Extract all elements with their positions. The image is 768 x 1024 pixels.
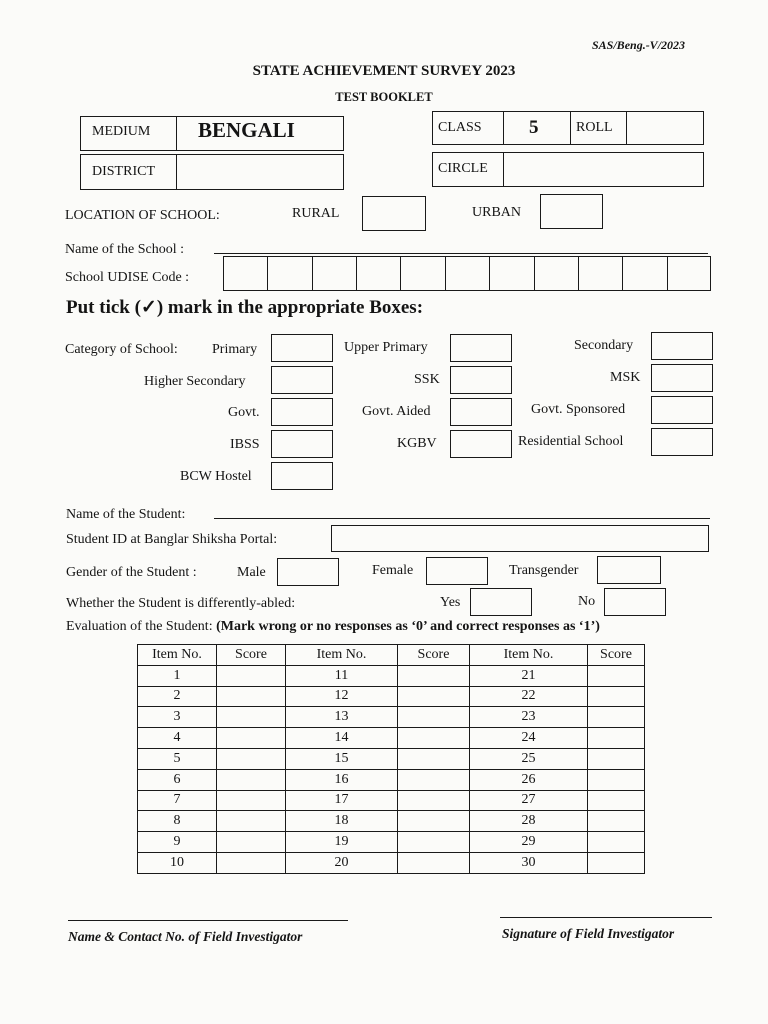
district-label: DISTRICT	[92, 164, 155, 179]
page-title: STATE ACHIEVEMENT SURVEY 2023	[252, 63, 516, 79]
category-label: Category of School:	[65, 342, 178, 357]
school-name-label: Name of the School :	[65, 242, 184, 257]
score-cell[interactable]	[588, 811, 645, 832]
item-number-cell: 3	[138, 707, 217, 728]
score-cell[interactable]	[398, 665, 470, 686]
class-label: CLASS	[438, 120, 482, 135]
ibss-label: IBSS	[230, 437, 260, 452]
yes-checkbox[interactable]	[470, 588, 532, 616]
residential-school-checkbox[interactable]	[651, 428, 713, 456]
udise-digit-divider	[356, 256, 357, 291]
score-cell[interactable]	[398, 728, 470, 749]
transgender-label: Transgender	[509, 563, 579, 578]
score-cell[interactable]	[588, 748, 645, 769]
score-header: Score	[588, 645, 645, 666]
upper-primary-label: Upper Primary	[344, 340, 428, 355]
score-cell[interactable]	[217, 852, 286, 873]
female-label: Female	[372, 563, 414, 578]
score-cell[interactable]	[217, 811, 286, 832]
medium-label: MEDIUM	[92, 124, 151, 139]
investigator-signature-line[interactable]	[500, 917, 712, 918]
investigator-name-line[interactable]	[68, 920, 348, 921]
udise-digit-divider	[400, 256, 401, 291]
student-id-label: Student ID at Banglar Shiksha Portal:	[66, 532, 278, 547]
score-cell[interactable]	[398, 832, 470, 853]
circle-divider	[503, 152, 504, 187]
item-number-cell: 26	[470, 769, 588, 790]
score-cell[interactable]	[217, 790, 286, 811]
govt-sponsored-label: Govt. Sponsored	[531, 402, 626, 417]
kgbv-checkbox[interactable]	[450, 430, 512, 458]
item-no-header: Item No.	[470, 645, 588, 666]
item-number-cell: 8	[138, 811, 217, 832]
primary-checkbox[interactable]	[271, 334, 333, 362]
item-number-cell: 23	[470, 707, 588, 728]
kgbv-label: KGBV	[397, 436, 437, 451]
item-number-cell: 14	[286, 728, 398, 749]
higher-secondary-checkbox[interactable]	[271, 366, 333, 394]
udise-code-boxes[interactable]	[223, 256, 711, 291]
item-number-cell: 24	[470, 728, 588, 749]
district-field[interactable]	[180, 157, 340, 187]
table-row	[138, 665, 645, 686]
score-cell[interactable]	[588, 707, 645, 728]
udise-label: School UDISE Code :	[65, 270, 190, 285]
district-divider	[176, 154, 177, 190]
school-name-line[interactable]	[214, 253, 708, 254]
item-number-cell: 19	[286, 832, 398, 853]
msk-label: MSK	[610, 370, 641, 385]
score-cell[interactable]	[217, 748, 286, 769]
item-number-cell: 2	[138, 686, 217, 707]
no-checkbox[interactable]	[604, 588, 666, 616]
bcw-hostel-label: BCW Hostel	[180, 469, 252, 484]
item-number-cell: 29	[470, 832, 588, 853]
score-cell[interactable]	[217, 769, 286, 790]
udise-digit-divider	[578, 256, 579, 291]
item-number-cell: 22	[470, 686, 588, 707]
booklet-code: SAS/Beng.-V/2023	[592, 38, 686, 52]
score-cell[interactable]	[588, 852, 645, 873]
udise-digit-divider	[489, 256, 490, 291]
student-name-label: Name of the Student:	[66, 507, 186, 522]
score-cell[interactable]	[398, 686, 470, 707]
residential-school-label: Residential School	[518, 434, 624, 449]
item-number-cell: 25	[470, 748, 588, 769]
item-number-cell: 10	[138, 852, 217, 873]
udise-digit-divider	[312, 256, 313, 291]
medium-value[interactable]: BENGALI	[198, 118, 295, 142]
page-subtitle: TEST BOOKLET	[335, 90, 433, 104]
secondary-label: Secondary	[574, 338, 634, 353]
roll-label: ROLL	[576, 120, 613, 135]
govt-label: Govt.	[228, 405, 260, 420]
urban-checkbox[interactable]	[540, 194, 603, 229]
evaluation-label	[66, 619, 600, 635]
item-no-header: Item No.	[286, 645, 398, 666]
udise-digit-divider	[267, 256, 268, 291]
higher-secondary-label: Higher Secondary	[144, 374, 246, 389]
table-row	[138, 832, 645, 853]
udise-digit-divider	[534, 256, 535, 291]
item-number-cell: 12	[286, 686, 398, 707]
item-number-cell: 13	[286, 707, 398, 728]
item-number-cell: 7	[138, 790, 217, 811]
score-cell[interactable]	[588, 665, 645, 686]
item-no-header: Item No.	[138, 645, 217, 666]
class-divider	[503, 111, 504, 145]
investigator-name-label: Name & Contact No. of Field Investigator	[68, 929, 303, 944]
score-cell[interactable]	[217, 728, 286, 749]
udise-digit-divider	[667, 256, 668, 291]
item-number-cell: 30	[470, 852, 588, 873]
govt-sponsored-checkbox[interactable]	[651, 396, 713, 424]
evaluation-label-instruction: (Mark wrong or no responses as ‘0’ and correct responses as ‘1’)	[216, 619, 600, 634]
score-cell[interactable]	[398, 811, 470, 832]
location-label: LOCATION OF SCHOOL:	[65, 208, 220, 223]
primary-label: Primary	[212, 342, 258, 357]
medium-divider	[176, 116, 177, 151]
student-name-line[interactable]	[214, 518, 710, 519]
score-cell[interactable]	[588, 769, 645, 790]
roll-divider-right	[626, 111, 627, 145]
score-cell[interactable]	[398, 852, 470, 873]
item-number-cell: 17	[286, 790, 398, 811]
item-number-cell: 18	[286, 811, 398, 832]
item-number-cell: 5	[138, 748, 217, 769]
investigator-signature-label: Signature of Field Investigator	[502, 926, 675, 941]
score-cell[interactable]	[398, 748, 470, 769]
ssk-checkbox[interactable]	[450, 366, 512, 394]
circle-label: CIRCLE	[438, 161, 488, 176]
govt-aided-checkbox[interactable]	[450, 398, 512, 426]
ibss-checkbox[interactable]	[271, 430, 333, 458]
table-row	[138, 707, 645, 728]
no-label: No	[578, 594, 596, 609]
table-row	[138, 790, 645, 811]
item-number-cell: 11	[286, 665, 398, 686]
score-cell[interactable]	[398, 769, 470, 790]
bcw-hostel-checkbox[interactable]	[271, 462, 333, 490]
score-table	[137, 644, 645, 874]
table-row	[138, 686, 645, 707]
score-cell[interactable]	[217, 707, 286, 728]
yes-label: Yes	[440, 595, 461, 610]
govt-aided-label: Govt. Aided	[362, 404, 431, 419]
item-number-cell: 15	[286, 748, 398, 769]
govt-checkbox[interactable]	[271, 398, 333, 426]
score-table-header	[138, 645, 645, 666]
score-cell[interactable]	[588, 832, 645, 853]
score-cell[interactable]	[588, 790, 645, 811]
roll-field[interactable]	[630, 114, 700, 142]
roll-divider-left	[570, 111, 571, 145]
ssk-label: SSK	[414, 372, 440, 387]
table-row	[138, 811, 645, 832]
item-number-cell: 6	[138, 769, 217, 790]
tick-instruction: Put tick (✓) mark in the appropriate Boxes:	[66, 297, 424, 318]
student-id-field[interactable]	[331, 525, 709, 552]
table-row	[138, 852, 645, 873]
evaluation-label-plain: Evaluation of the Student:	[66, 619, 217, 634]
item-number-cell: 27	[470, 790, 588, 811]
score-header: Score	[398, 645, 470, 666]
gender-label: Gender of the Student :	[66, 565, 197, 580]
score-cell[interactable]	[588, 686, 645, 707]
item-number-cell: 21	[470, 665, 588, 686]
female-checkbox[interactable]	[426, 557, 488, 585]
score-cell[interactable]	[217, 832, 286, 853]
class-value[interactable]: 5	[529, 117, 539, 138]
item-number-cell: 9	[138, 832, 217, 853]
score-cell[interactable]	[217, 665, 286, 686]
male-label: Male	[237, 565, 266, 580]
table-row	[138, 769, 645, 790]
differently-abled-label: Whether the Student is differently-abled:	[66, 596, 296, 611]
udise-digit-divider	[622, 256, 623, 291]
item-number-cell: 28	[470, 811, 588, 832]
circle-field[interactable]	[507, 155, 700, 184]
udise-digit-divider	[445, 256, 446, 291]
score-cell[interactable]	[588, 728, 645, 749]
item-number-cell: 20	[286, 852, 398, 873]
score-cell[interactable]	[398, 790, 470, 811]
item-number-cell: 16	[286, 769, 398, 790]
score-header: Score	[217, 645, 286, 666]
male-checkbox[interactable]	[277, 558, 339, 586]
table-row	[138, 728, 645, 749]
transgender-checkbox[interactable]	[597, 556, 661, 584]
urban-label: URBAN	[472, 205, 522, 220]
score-cell[interactable]	[398, 707, 470, 728]
secondary-checkbox[interactable]	[651, 332, 713, 360]
item-number-cell: 1	[138, 665, 217, 686]
rural-label: RURAL	[292, 206, 340, 221]
upper-primary-checkbox[interactable]	[450, 334, 512, 362]
rural-checkbox[interactable]	[362, 196, 426, 231]
score-cell[interactable]	[217, 686, 286, 707]
item-number-cell: 4	[138, 728, 217, 749]
msk-checkbox[interactable]	[651, 364, 713, 392]
table-row	[138, 748, 645, 769]
